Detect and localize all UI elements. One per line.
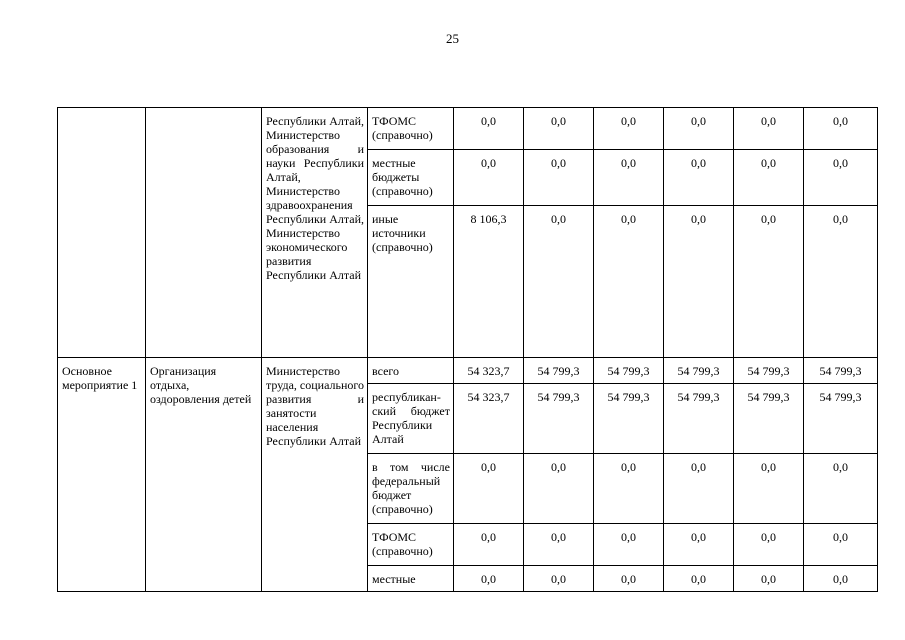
value-cell: 54 799,3 [804,384,878,454]
value-cell: 8 106,3 [454,206,524,358]
value-cell: 0,0 [804,524,878,566]
funding-source-cell: ТФОМС (справочно) [368,108,454,150]
value-cell: 54 323,7 [454,358,524,384]
value-cell: 0,0 [734,454,804,524]
value-cell: 0,0 [524,566,594,592]
value-cell: 0,0 [594,524,664,566]
value-cell: 54 323,7 [454,384,524,454]
value-cell: 0,0 [804,150,878,206]
value-cell: 0,0 [594,454,664,524]
value-cell: 0,0 [664,566,734,592]
value-cell: 0,0 [594,566,664,592]
value-cell: 0,0 [734,566,804,592]
value-cell: 0,0 [594,206,664,358]
value-cell: 54 799,3 [524,384,594,454]
value-cell: 0,0 [454,454,524,524]
value-cell: 0,0 [594,108,664,150]
value-cell: 0,0 [594,150,664,206]
value-cell: 54 799,3 [664,384,734,454]
value-cell: 0,0 [734,524,804,566]
value-cell: 0,0 [664,206,734,358]
value-cell: 0,0 [664,108,734,150]
table-row [58,108,878,150]
value-cell: 54 799,3 [594,358,664,384]
value-cell: 54 799,3 [664,358,734,384]
value-cell: 0,0 [524,150,594,206]
value-cell: 54 799,3 [804,358,878,384]
funding-source-cell: всего [368,358,454,384]
funding-source-cell: местные бюджеты (справочно) [368,150,454,206]
value-cell: 0,0 [454,524,524,566]
value-cell: 0,0 [454,150,524,206]
value-cell: 54 799,3 [734,358,804,384]
executor-cell: Республики Алтай, Министерство образования и науки Республики Алтай, Министерство здравоохранения Республики Алтай, Министерство экономического развития Республики Алтай [262,108,368,358]
page-number: 25 [446,31,459,46]
value-cell: 0,0 [804,454,878,524]
value-cell: 0,0 [454,566,524,592]
funding-source-cell: ТФОМС (справочно) [368,524,454,566]
executor-cell: Министерство труда, социального развития и занятости населения Республики Алтай [262,358,368,592]
funding-source-cell: иные источники (справочно) [368,206,454,358]
value-cell: 0,0 [664,454,734,524]
value-cell: 0,0 [524,524,594,566]
value-cell: 0,0 [664,150,734,206]
table-row [58,358,878,384]
value-cell: 54 799,3 [594,384,664,454]
value-cell: 0,0 [524,206,594,358]
value-cell: 0,0 [664,524,734,566]
value-cell: 0,0 [454,108,524,150]
value-cell: 0,0 [804,206,878,358]
funding-source-cell: местные [368,566,454,592]
funding-source-cell: республикан-ский бюджет Республики Алтай [368,384,454,454]
value-cell: 0,0 [524,108,594,150]
status-cell: Основное мероприятие 1 [58,358,146,592]
funding-source-cell: в том числе федеральный бюджет (справочно) [368,454,454,524]
event-name-cell [146,108,262,358]
status-cell [58,108,146,358]
value-cell: 0,0 [734,206,804,358]
value-cell: 0,0 [524,454,594,524]
event-name-cell: Организация отдыха, оздоровления детей [146,358,262,592]
value-cell: 0,0 [804,108,878,150]
value-cell: 0,0 [734,150,804,206]
value-cell: 0,0 [804,566,878,592]
funding-table [57,107,878,592]
value-cell: 54 799,3 [524,358,594,384]
value-cell: 54 799,3 [734,384,804,454]
value-cell: 0,0 [734,108,804,150]
